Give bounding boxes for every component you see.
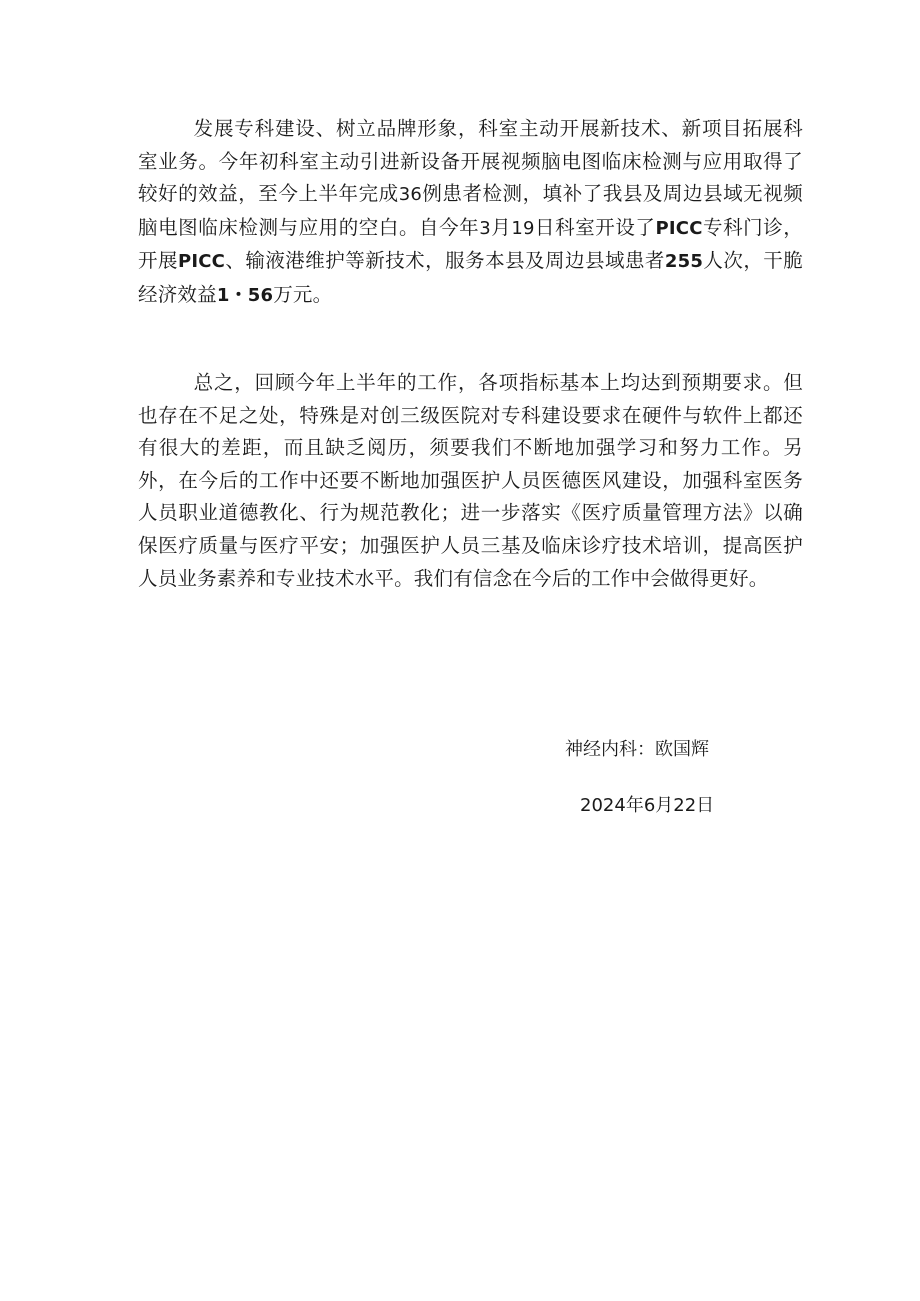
patient-count: 36 bbox=[398, 184, 422, 206]
summary-text: 总之，回顾今年上半年的工作，各项指标基本上均达到预期要求。但也存在不足之处，特殊是对创三级医院对专科建设要求在硬件与软件上都还有很大的差距，而且缺乏阅历，须要我们不断地加强学习和努力工作。另外，在今后的工作中还要不断地加强医护人员医德医风建设，加强科室医务人员职业道德教化、行为规范教化；进一步落实《医疗质量管理方法》以确保医疗质量与医疗平安；加强医护人员三基及临床诊疗技术培训，提高医护人员业务素养和专业技术水平。我们有信念在今后的工作中会做得更好。 bbox=[138, 371, 803, 590]
economic-benefit-amount: 1・56 bbox=[216, 284, 274, 306]
paragraph-summary bbox=[138, 367, 803, 595]
date-month: 6 bbox=[643, 795, 656, 816]
text-segment: 例患者检测，填补了我县及周边县域无视频脑电图临床检测与应用的空白。自今年 bbox=[138, 182, 803, 239]
start-day: 19 bbox=[511, 217, 535, 239]
text-segment: 日科室开设了 bbox=[534, 215, 656, 239]
picc-term: PICC bbox=[177, 251, 226, 273]
text-segment: 发展专科建设、树立品牌形象，科室主动开展新技术、新项目拓展科室业务。今年初科室主动引进新设备开展视频脑电图临床检测与应用取得了较好的效益，至今上半年完成 bbox=[138, 117, 803, 206]
patient-visits-count: 255 bbox=[664, 251, 704, 273]
text-segment: 万元。 bbox=[273, 282, 333, 306]
text-segment: 人次，干脆经济效益 bbox=[138, 249, 803, 306]
text-segment: 月 bbox=[490, 215, 512, 239]
text-segment: 专科门诊，开展 bbox=[138, 215, 803, 273]
date-month-unit: 月 bbox=[655, 795, 674, 816]
date bbox=[580, 791, 714, 817]
text-segment: 、输液港维护等新技术，服务本县及周边县域患者 bbox=[225, 249, 665, 273]
date-year-unit: 年 bbox=[625, 795, 644, 816]
start-month: 3 bbox=[479, 217, 491, 239]
date-day: 22 bbox=[673, 795, 697, 816]
date-day-unit: 日 bbox=[696, 795, 715, 816]
paragraph-specialty-development bbox=[138, 113, 803, 313]
picc-term: PICC bbox=[655, 217, 703, 239]
signature: 神经内科：欧国辉 bbox=[565, 739, 709, 760]
date-year: 2024 bbox=[580, 795, 626, 816]
